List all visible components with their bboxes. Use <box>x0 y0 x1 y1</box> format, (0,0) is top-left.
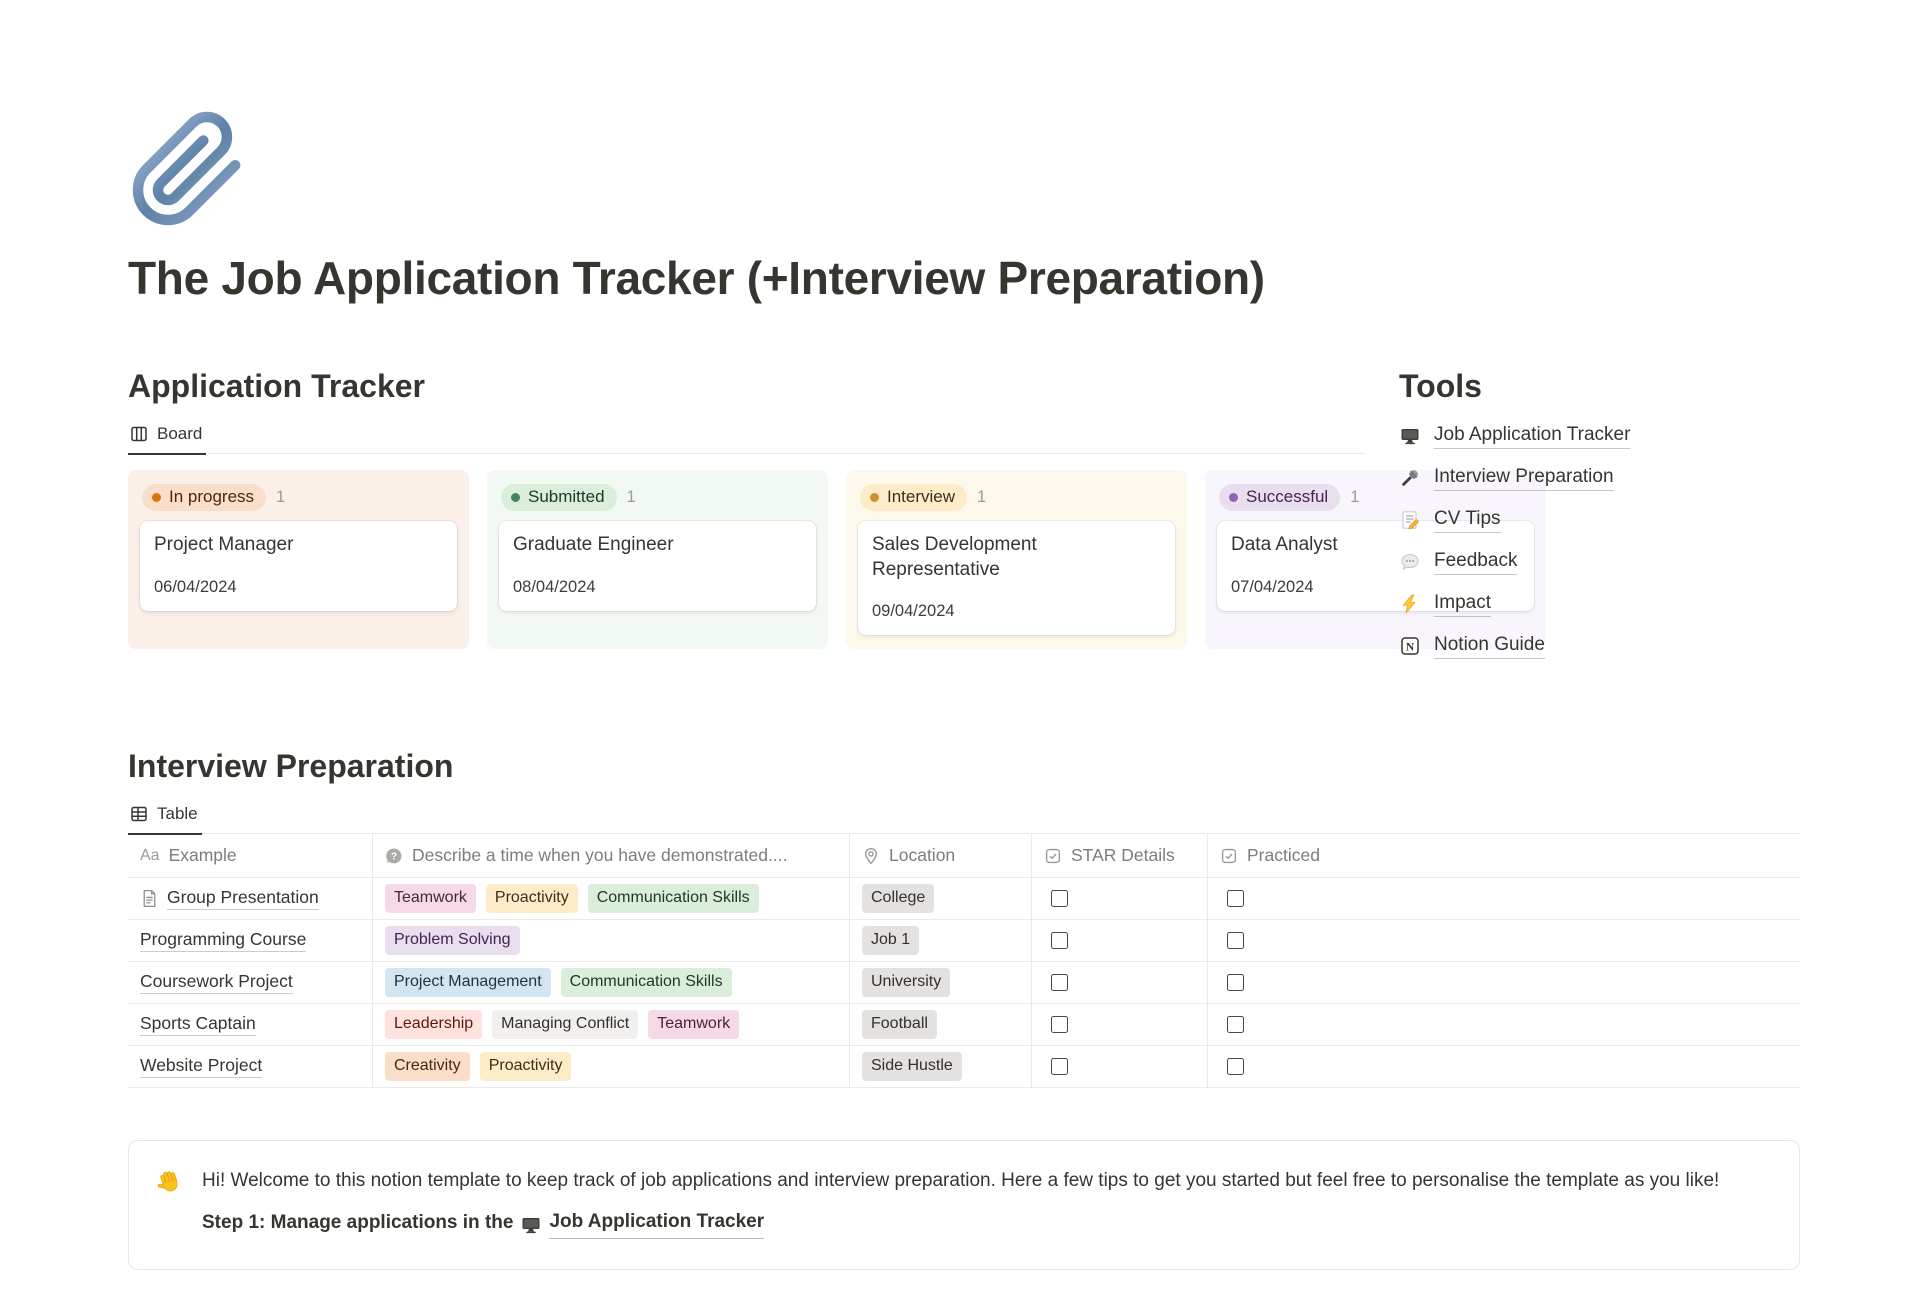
status-dot-icon <box>511 493 520 502</box>
checkbox-unchecked[interactable] <box>1051 1016 1068 1033</box>
tools-link-label: Feedback <box>1434 550 1517 575</box>
skill-tag-problem-solving: Problem Solving <box>385 926 520 954</box>
example-page-link[interactable]: Group Presentation <box>167 887 319 910</box>
location-icon <box>862 847 880 865</box>
table-cell-location[interactable] <box>850 1046 1032 1088</box>
table-header-practiced[interactable] <box>1208 834 1800 878</box>
skill-tag-project-management: Project Management <box>385 968 551 996</box>
card-title: Data Analyst <box>1231 534 1338 555</box>
card-title: Project Manager <box>154 534 294 555</box>
interview-preparation-heading: Interview Preparation <box>128 747 454 784</box>
location-tag: Side Hustle <box>862 1052 962 1080</box>
status-label: In progress <box>169 487 255 506</box>
callout-step1 <box>202 1206 1719 1239</box>
skill-tag-managing-conflict: Managing Conflict <box>492 1010 638 1038</box>
application-tracker-section <box>128 366 1365 676</box>
table-cell-location[interactable] <box>850 920 1032 962</box>
example-page-link[interactable]: Sports Captain <box>140 1013 256 1036</box>
table-cell-skills[interactable] <box>373 962 850 1004</box>
checkbox-unchecked[interactable] <box>1227 1058 1244 1075</box>
column-title: Describe a time when you have demonstrated.... <box>412 845 788 865</box>
example-page-link[interactable]: Website Project <box>140 1055 262 1078</box>
skill-tag-proactivity: Proactivity <box>486 884 578 912</box>
example-page-link[interactable]: Programming Course <box>140 929 306 952</box>
table-cell-star-details <box>1032 878 1208 920</box>
status-pill-submitted[interactable] <box>501 484 617 511</box>
board-column-header <box>140 478 457 521</box>
location-tag: College <box>862 884 934 912</box>
table-cell-practiced <box>1208 962 1800 1004</box>
skill-tag-proactivity: Proactivity <box>480 1052 572 1080</box>
svg-text:N: N <box>1405 641 1415 654</box>
card-date: 08/04/2024 <box>513 577 596 596</box>
board-column-in-progress <box>128 470 469 649</box>
location-tag: Job 1 <box>862 926 919 954</box>
lightning-icon <box>1399 593 1421 615</box>
board-card[interactable] <box>140 521 457 611</box>
column-card-count: 1 <box>1350 488 1360 506</box>
checkbox-unchecked[interactable] <box>1227 974 1244 991</box>
board-view-icon <box>130 425 148 443</box>
svg-text:?: ? <box>390 851 398 863</box>
location-tag: Football <box>862 1010 937 1038</box>
column-card-count: 1 <box>977 488 987 506</box>
status-pill-interview[interactable] <box>860 484 967 511</box>
status-label: Successful <box>1246 487 1329 506</box>
status-label: Interview <box>887 487 956 506</box>
example-page-link[interactable]: Coursework Project <box>140 971 293 994</box>
table-header-location[interactable] <box>850 834 1032 878</box>
status-pill-in-progress[interactable] <box>142 484 266 511</box>
checkbox-icon <box>1044 847 1062 865</box>
tools-list <box>1399 424 1800 659</box>
waving-hand-icon <box>155 1167 185 1239</box>
table-cell-location[interactable] <box>850 1004 1032 1046</box>
table-cell-example[interactable] <box>128 1046 373 1088</box>
status-dot-icon <box>152 493 161 502</box>
table-cell-example[interactable] <box>128 962 373 1004</box>
tab-board[interactable] <box>128 416 206 455</box>
tools-link-label: Interview Preparation <box>1434 466 1614 491</box>
tools-link-label: Impact <box>1434 592 1491 617</box>
checkbox-unchecked[interactable] <box>1051 974 1068 991</box>
card-date: 06/04/2024 <box>154 577 237 596</box>
callout-intro-text: Hi! Welcome to this notion template to keep track of job applications and interview preparation. Here a few tips to get you started but feel free to personalise the template as you like! <box>202 1170 1720 1191</box>
tools-heading: Tools <box>1399 367 1482 404</box>
desktop-computer-icon <box>521 1215 541 1235</box>
table-tabbar <box>128 796 1800 835</box>
column-card-count: 1 <box>276 488 286 506</box>
checkbox-unchecked[interactable] <box>1051 890 1068 907</box>
step1-text: Step 1: Manage applications in the <box>202 1211 514 1233</box>
memo-icon <box>1399 509 1421 531</box>
table-cell-example[interactable] <box>128 1004 373 1046</box>
checkbox-icon <box>1220 847 1238 865</box>
table-view-icon <box>130 805 148 823</box>
page-title: The Job Application Tracker (+Interview Preparation) <box>128 252 1265 304</box>
step1-page-link[interactable]: Job Application Tracker <box>549 1206 764 1239</box>
checkbox-unchecked[interactable] <box>1227 1016 1244 1033</box>
tools-link-interview-preparation[interactable] <box>1399 466 1800 491</box>
application-tracker-heading: Application Tracker <box>128 367 425 404</box>
callout-body <box>202 1165 1719 1239</box>
tools-link-impact[interactable] <box>1399 592 1800 617</box>
column-title: Location <box>889 845 956 865</box>
card-title: Graduate Engineer <box>513 534 674 555</box>
speech-balloon-icon <box>1399 551 1421 573</box>
tools-link-label: Job Application Tracker <box>1434 424 1630 449</box>
skill-tag-communication-skills: Communication Skills <box>561 968 732 996</box>
board-column-interview <box>846 470 1187 649</box>
table-cell-location[interactable] <box>850 878 1032 920</box>
notion-logo-icon <box>1399 635 1421 657</box>
skill-tag-communication-skills: Communication Skills <box>588 884 759 912</box>
skill-tag-creativity: Creativity <box>385 1052 470 1080</box>
microphone-icon <box>1399 467 1421 489</box>
tools-link-label: CV Tips <box>1434 508 1501 533</box>
board-card[interactable] <box>499 521 816 611</box>
table-cell-example[interactable] <box>128 878 373 920</box>
tools-link-job-application-tracker[interactable] <box>1399 424 1800 449</box>
table-cell-star-details <box>1032 1004 1208 1046</box>
tools-section <box>1399 366 1800 676</box>
desktop-computer-icon <box>1399 425 1421 447</box>
column-title: Practiced <box>1247 845 1320 865</box>
tab-board-label: Board <box>157 423 203 443</box>
kanban-board <box>128 470 1360 649</box>
skill-tag-teamwork: Teamwork <box>385 884 476 912</box>
question-icon <box>385 847 403 865</box>
table-header-example[interactable] <box>128 834 373 878</box>
checkbox-unchecked[interactable] <box>1051 1058 1068 1075</box>
status-pill-successful[interactable] <box>1219 484 1340 511</box>
column-title: STAR Details <box>1071 845 1175 865</box>
card-title: Sales Development Representative <box>872 534 1037 580</box>
tab-table[interactable] <box>128 796 202 835</box>
paperclip-page-icon[interactable] <box>128 110 248 230</box>
column-card-count: 1 <box>626 488 636 506</box>
table-cell-practiced <box>1208 1004 1800 1046</box>
checkbox-unchecked[interactable] <box>1051 932 1068 949</box>
tools-link-label: Notion Guide <box>1434 634 1545 659</box>
table-cell-location[interactable] <box>850 962 1032 1004</box>
column-title: Example <box>168 845 237 865</box>
welcome-callout <box>128 1140 1800 1270</box>
interview-preparation-section <box>128 746 1800 1089</box>
table-cell-practiced <box>1208 1046 1800 1088</box>
table-cell-practiced <box>1208 878 1800 920</box>
board-column-header <box>858 478 1175 521</box>
notion-page <box>0 110 1800 1270</box>
table-cell-practiced <box>1208 920 1800 962</box>
page-icon <box>140 889 159 908</box>
card-date: 07/04/2024 <box>1231 577 1314 596</box>
table-cell-star-details <box>1032 920 1208 962</box>
interview-preparation-table <box>128 834 1800 1088</box>
skill-tag-leadership: Leadership <box>385 1010 482 1038</box>
board-column-submitted <box>487 470 828 649</box>
status-label: Submitted <box>528 487 605 506</box>
table-cell-skills[interactable] <box>373 1004 850 1046</box>
status-dot-icon <box>1229 493 1238 502</box>
board-tabbar <box>128 416 1365 455</box>
tab-table-label: Table <box>157 803 198 823</box>
board-card[interactable] <box>858 521 1175 635</box>
table-header-star-details[interactable] <box>1032 834 1208 878</box>
checkbox-unchecked[interactable] <box>1227 932 1244 949</box>
card-date: 09/04/2024 <box>872 602 955 621</box>
table-cell-example[interactable] <box>128 920 373 962</box>
skill-tag-teamwork: Teamwork <box>648 1010 739 1038</box>
table-cell-star-details <box>1032 962 1208 1004</box>
tools-link-feedback[interactable] <box>1399 550 1800 575</box>
board-column-header <box>499 478 816 521</box>
table-cell-star-details <box>1032 1046 1208 1088</box>
table-cell-skills[interactable] <box>373 920 850 962</box>
tools-link-cv-tips[interactable] <box>1399 508 1800 533</box>
table-header-describe-a-time-when-you-have-demonstrated[interactable] <box>373 834 850 878</box>
tools-link-notion-guide[interactable] <box>1399 634 1800 659</box>
status-dot-icon <box>870 493 879 502</box>
text-icon: Aa <box>140 846 160 864</box>
location-tag: University <box>862 968 950 996</box>
checkbox-unchecked[interactable] <box>1227 890 1244 907</box>
table-cell-skills[interactable] <box>373 878 850 920</box>
table-cell-skills[interactable] <box>373 1046 850 1088</box>
